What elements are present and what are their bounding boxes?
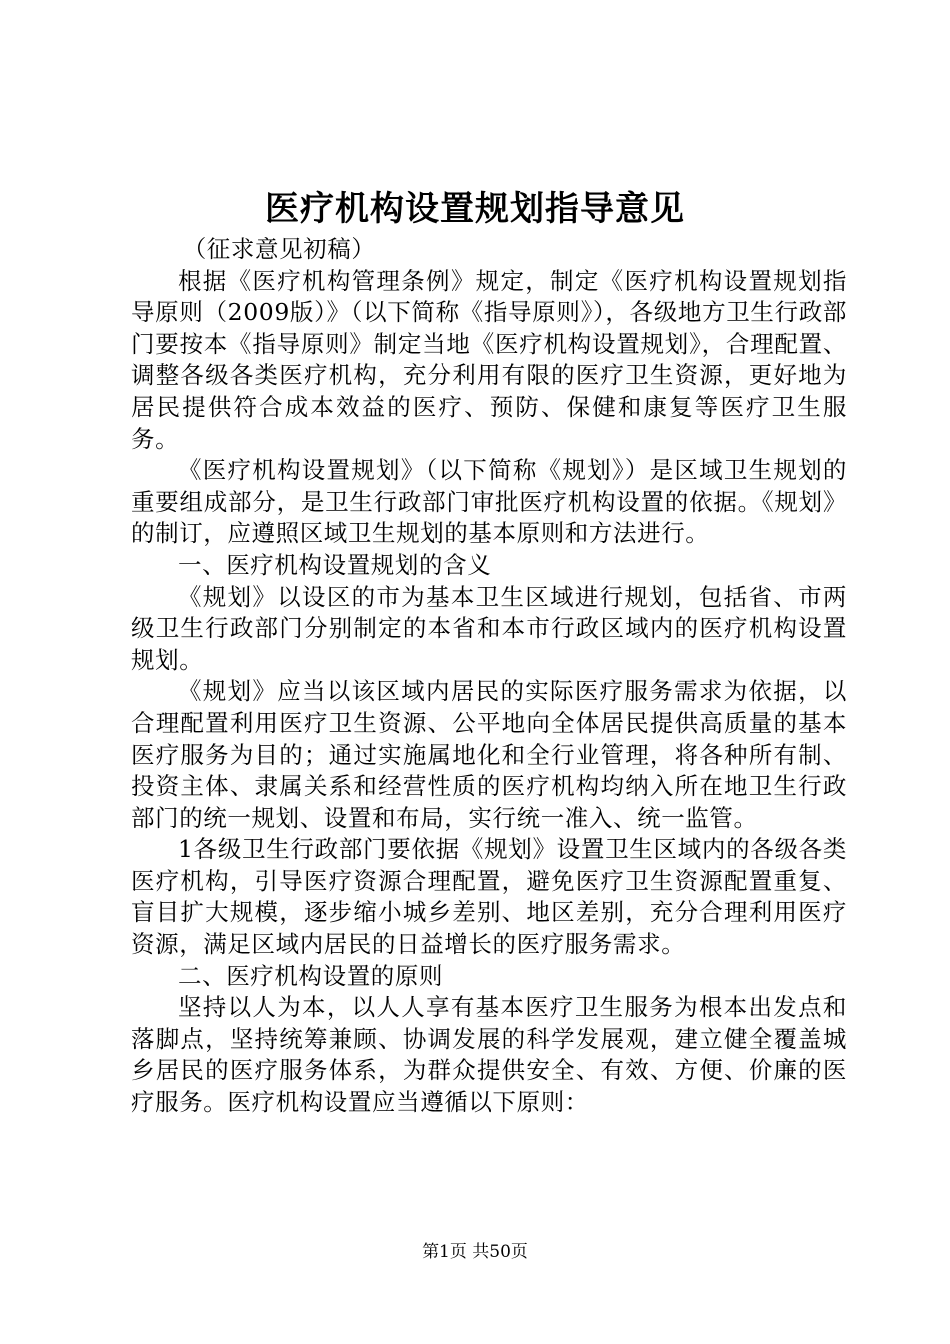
body-paragraph: 坚持以人为本，以人人享有基本医疗卫生服务为根本出发点和落脚点，坚持统筹兼顾、协调发展的科学发展观，建立健全覆盖城乡居民的医疗服务体系，为群众提供安全、有效、方便、价廉的医疗服务。医疗机构设置应当遵循以下原则： — [131, 993, 847, 1117]
draft-note: （征求意见初稿） — [182, 235, 376, 263]
section-heading: 一、医疗机构设置规划的含义 — [178, 550, 492, 579]
body-paragraph: 《医疗机构设置规划》（以下简称《规划》）是区域卫生规划的重要组成部分，是卫生行政部门审批医疗机构设置的依据。《规划》的制订，应遵照区域卫生规划的基本原则和方法进行。 — [131, 456, 847, 548]
document-title: 医疗机构设置规划指导意见 — [265, 189, 685, 229]
body-paragraph: 根据《医疗机构管理条例》规定，制定《医疗机构设置规划指导原则（2009版）》（以下简称《指导原则》），各级地方卫生行政部门要按本《指导原则》制定当地《医疗机构设置规划》，合理配置、调整各级各类医疗机构，充分利用有限的医疗卫生资源，更好地为居民提供符合成本效益的医疗、预防、保健和康复等医疗卫生服务。 — [131, 266, 847, 453]
body-paragraph: 1各级卫生行政部门要依据《规划》设置卫生区域内的各级各类医疗机构，引导医疗资源合理配置，避免医疗卫生资源配置重复、盲目扩大规模，逐步缩小城乡差别、地区差别，充分合理利用医疗资源，满足区域内居民的日益增长的医疗服务需求。 — [131, 835, 847, 959]
page-footer: 第1页 共50页 — [422, 1242, 528, 1262]
section-heading: 二、医疗机构设置的原则 — [178, 961, 444, 990]
document-body — [131, 234, 847, 1119]
body-paragraph: 《规划》以设区的市为基本卫生区域进行规划，包括省、市两级卫生行政部门分别制定的本省和本市行政区域内的医疗机构设置规划。 — [131, 582, 847, 674]
body-paragraph: 《规划》应当以该区域内居民的实际医疗服务需求为依据，以合理配置利用医疗卫生资源、公平地向全体居民提供高质量的基本医疗服务为目的；通过实施属地化和全行业管理，将各种所有制、投资主体、隶属关系和经营性质的医疗机构均纳入所在地卫生行政部门的统一规划、设置和布局，实行统一准入、统一监管。 — [131, 677, 847, 832]
